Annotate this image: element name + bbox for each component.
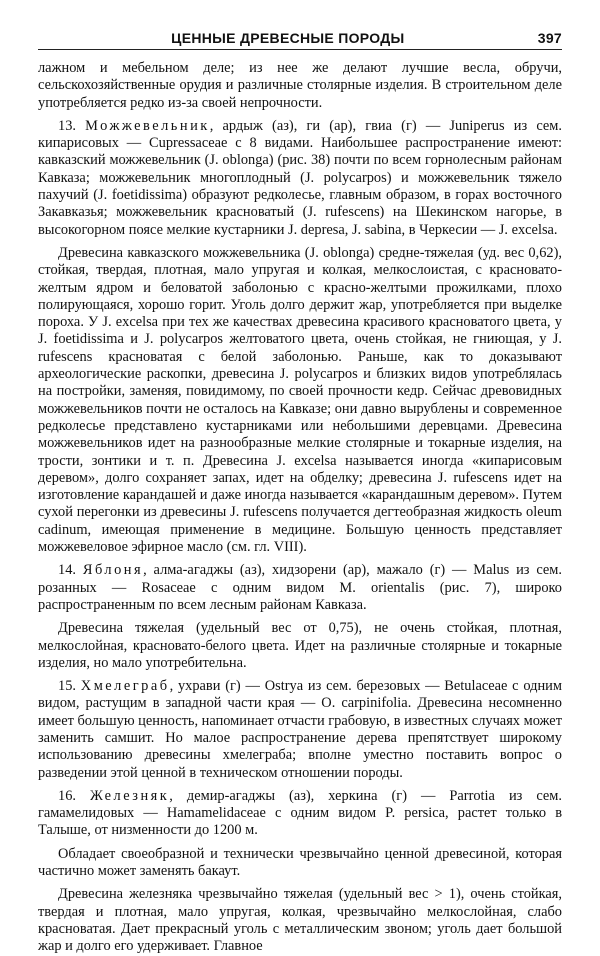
paragraph: Древесина тяжелая (удельный вес от 0,75), не очень стойкая, плотная, мелкослойная, красновато-белого цвета. Идет на различные столярные и токарные изделия, но мало употребительна.	[38, 620, 562, 671]
term-juniper: Можжевельник	[85, 117, 210, 134]
term-ironwood: Железняк	[90, 787, 170, 804]
paragraph: Древесина кавказского можжевельника (J. oblonga) средне-тяжелая (уд. вес 0,62), стойкая, твердая, плотная, мало упругая и колкая, мелкослоистая, с красновато-желтым ядром и беловатой заболонью с красно-желтыми прожилками, плохо полирующаяся, хорошо горит. Уголь долго держит жар, употребляется при выделке пороха. У J. excelsa при тех же качествах древесина красивого красноватого цвета, у J. foetidissima и J. polycarpos желтоватого цвета, очень стойкая, не гниющая, у J. rufescens красноватая с белой заболонью. Раньше, как то доказывают археологические раскопки, древесина J. polycarpos и близких видов употреблялась на постройки, заменяя, повидимому, по своей прочности кедр. Сейчас древовидных можжевельников почти не осталось на Кавказе; они давно вырублены и современное редколесье представлено кустарниками или небольшими деревцами. Древесина можжевельников идет на разнообразные мелкие столярные и токарные изделия, на трости, зонтики и т. п. Древесина J. excelsa называется иногда «кипарисовым деревом», долго сохраняет запах, идет на обделку; древесина J. rufescens идет на изготовление карандашей и даже иногда называется «карандашным деревом». Путем сухой перегонки из древесины J. rufescens получается дегтеобразная жидкость oleum cadinum, имеющая применение в медицине. Большую ценность представляет можжевеловое эфирное масло (см. гл. VIII).	[38, 244, 562, 556]
paragraph-apple: 14. Яблоня, алма-агаджы (аз), хидзорени (ар), мажало (г) — Malus из сем. розанных — Rosaceae с одним видом M. orientalis (рис. 7), широко распространенным по всем лесным районам Кавказа.	[38, 562, 562, 613]
header-title: ЦЕННЫЕ ДРЕВЕСНЫЕ ПОРОДЫ	[171, 30, 405, 46]
running-header	[38, 30, 562, 50]
term-apple: Яблоня	[82, 562, 144, 579]
paragraph: Древесина железняка чрезвычайно тяжелая (удельный вес > 1), очень стойкая, твердая и плотная, мало упругая, колкая, чрезвычайно мелкослойная, слабо красноватая. Дает прекрасный уголь с металлическим звоном; уголь дает большой жар и долго его удерживает. Главное	[38, 886, 562, 955]
term-hophornbeam: Хмелеграб	[80, 678, 170, 695]
page-number: 397	[537, 30, 562, 46]
body-text	[38, 60, 562, 956]
paragraph-hophornbeam: 15. Хмелеграб, ухрави (г) — Ostrya из сем. березовых — Betulaceae с одним видом, растущим в западной части края — O. carpinifolia. Древесина несомненно имеет большую ценность, напоминает отчасти грабовую, в известных случаях может заменить самшит. Но малое распространение дерева препятствует широкому использованию древесины хмелеграба; вполне уместно поставить вопрос о разведении этой ценной в техническом отношении породы.	[38, 678, 562, 781]
paragraph-juniper: 13. Можжевельник, ардыж (аз), ги (ар), гвиа (г) — Juniperus из сем. кипарисовых — Cupressaceae с 8 видами. Наибольшее распространение имеют: кавказский можжевельник (J. oblonga) (рис. 38) почти по всем горнолесным районам Кавказа; можжевельник многоплодный (J. polycarpos) и можжевельник тяжело пахучий (J. foetidissima) образуют редколесье, главным образом, в горах восточного Закавказья; можжевельник красноватый (J. rufescens) на Шекинском нагорье, в высокогорном поясе мелкие кустарники J. depresa, J. sabina, в Черкесии — J. excelsa.	[38, 117, 562, 238]
paragraph: лажном и мебельном деле; из нее же делают лучшие весла, обручи, сельскохозяйственные орудия и различные столярные изделия. В строительном деле употребляется редко из-за своей непрочности.	[38, 60, 562, 111]
paragraph: Обладает своеобразной и технически чрезвычайно ценной древесиной, которая частично может заменять бакаут.	[38, 845, 562, 880]
paragraph-ironwood: 16. Железняк, демир-агаджы (аз), херкина (г) — Parrotia из сем. гамамелидовых — Hamamelidaceae с одним видом P. persica, растет только в Талыше, от низменности до 1200 м.	[38, 787, 562, 839]
